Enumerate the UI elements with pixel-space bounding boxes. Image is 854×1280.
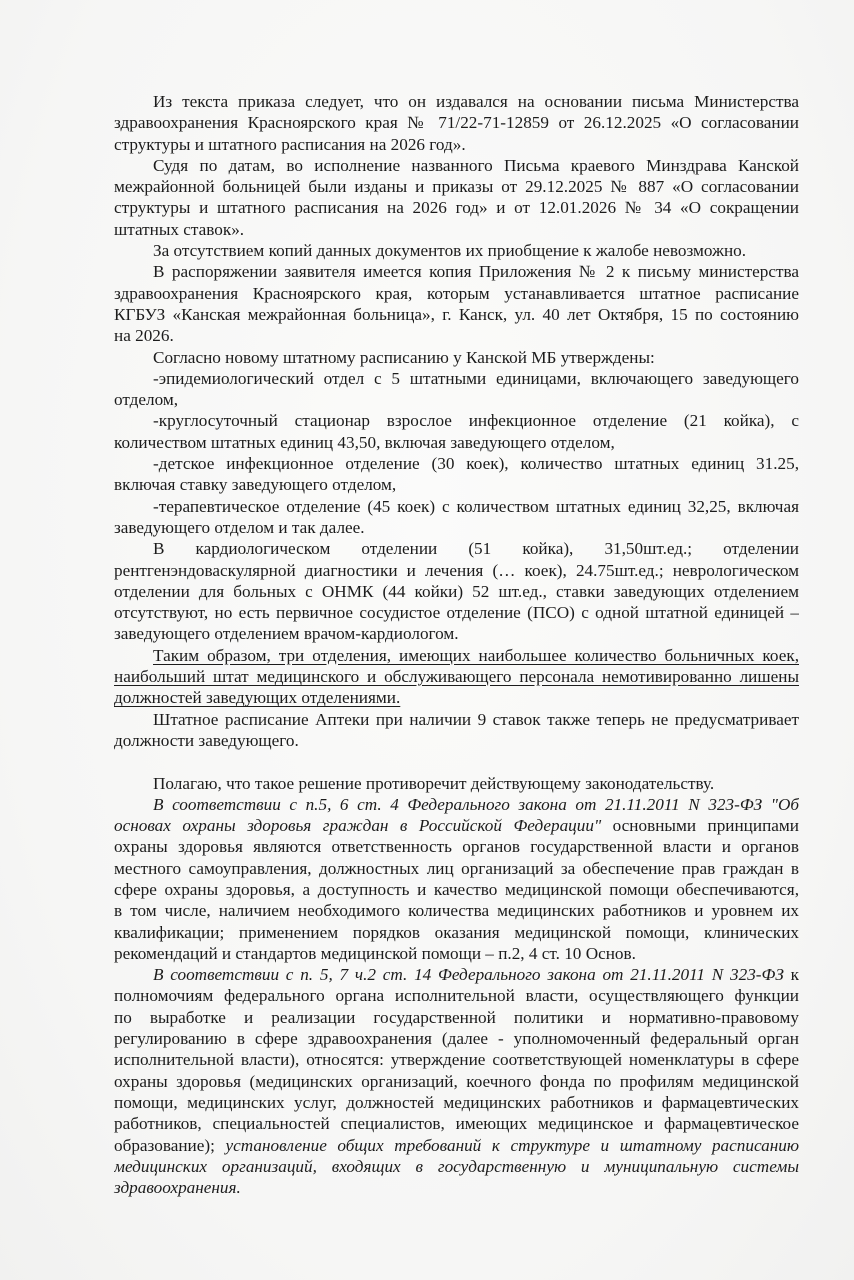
text-line: Штатное расписание Аптеки при наличии 9 ставок также теперь не предусматривает xyxy=(153,709,799,729)
text-line: в том числе, наличием необходимого количества медицинских работников и уровнем их xyxy=(114,901,799,921)
paragraph-appendix-copy xyxy=(114,261,799,346)
text-line: включая ставку заведующего отделом, xyxy=(114,475,397,495)
text-line: КГБУЗ «Канская межрайонная больница», г. Канск, ул. 40 лет Октября, 15 по состоянию xyxy=(114,304,799,324)
text-line: помощи, медицинских услуг, должностей медицинских работников и фармацевтических xyxy=(114,1092,799,1112)
list-item-adult-infectious xyxy=(114,410,799,453)
paragraph-cardiology xyxy=(114,538,799,644)
text-line: рентгенэндоваскулярной диагностики и лечения (… коек), 24.75шт.ед.; неврологическом xyxy=(114,560,799,580)
text-line: должности заведующего. xyxy=(114,730,299,750)
list-item-therapeutic xyxy=(114,496,799,539)
text-line: заведующего отделом и так далее. xyxy=(114,517,365,537)
text-line: количеством штатных единиц 43,50, включая заведующего отделом, xyxy=(114,432,615,452)
paragraph-law-article-4 xyxy=(114,794,799,964)
paragraph-order-basis xyxy=(114,91,799,155)
text-line: -терапевтическое отделение (45 коек) с количеством штатных единиц 32,25, включая xyxy=(153,496,799,516)
text-line: Согласно новому штатному расписанию у Канской МБ утверждены: xyxy=(153,347,655,367)
text-line: рекомендаций и стандартов медицинской помощи – п.2, 4 ст. 10 Основ. xyxy=(114,943,636,963)
paragraph-pharmacy xyxy=(114,709,799,752)
underlined-text-line: наибольший штат медицинского и обслуживающего персонала немотивированно лишены xyxy=(114,667,799,687)
text-line: отделом, xyxy=(114,390,179,410)
text-line xyxy=(114,1135,799,1156)
text-line: регулированию в сфере здравоохранения (далее - уполномоченный федеральный орган xyxy=(114,1029,799,1049)
text-line: на 2026. xyxy=(114,326,174,346)
text-line: -эпидемиологический отдел с 5 штатными единицами, включающего заведующего xyxy=(153,368,799,388)
paragraph-conclusion-underlined xyxy=(114,645,799,709)
underlined-text-line: должностей заведующих отделениями. xyxy=(114,688,401,708)
text-segment: основными принципами xyxy=(601,816,799,836)
text-line: охраны здоровья (медицинских организаций, коечного фонда по профилям медицинской xyxy=(114,1071,799,1091)
text-line: В кардиологическом отделении (51 койка), 31,50шт.ед.; отделении xyxy=(153,539,799,559)
italic-law-reference: В соответствии с п. 5, 7 ч.2 ст. 14 Федерального закона от 21.11.2011 N 323-ФЗ xyxy=(153,965,784,985)
text-segment: образование); xyxy=(114,1135,215,1155)
italic-text-line: медицинских организаций, входящих в государственную и муниципальную системы xyxy=(114,1156,799,1176)
italic-text-line: здравоохранения. xyxy=(114,1178,241,1198)
italic-text-segment: установление общих требований к структуре и штатному расписанию xyxy=(214,1135,799,1155)
text-line: отсутствуют, но есть первичное сосудистое отделение (ПСО) с одной штатной единицей – xyxy=(114,603,799,623)
text-line: здравоохранения Красноярского края № 71/22-71-12859 от 26.12.2025 «О согласовании xyxy=(114,113,799,133)
text-line: исполнительной власти), относятся: утверждение соответствующей номенклатуры в сфере xyxy=(114,1050,799,1070)
text-line: квалификации; применением порядков оказания медицинской помощи, клинических xyxy=(114,922,799,942)
text-line xyxy=(114,815,799,836)
text-line: местного самоуправления, должностных лиц организаций за обеспечение прав граждан в xyxy=(114,858,799,878)
list-item-epidemiology xyxy=(114,368,799,411)
text-line: полномочиям федерального органа исполнительной власти, осуществляющего функции xyxy=(114,986,799,1006)
paragraph-hospital-orders xyxy=(114,155,799,240)
text-line: Полагаю, что такое решение противоречит действующему законодательству. xyxy=(153,773,715,793)
text-line: -круглосуточный стационар взрослое инфекционное отделение (21 койка), с xyxy=(153,411,799,431)
paragraph-no-copies xyxy=(114,240,799,261)
text-line: охраны здоровья являются ответственность органов государственной власти и органов xyxy=(114,837,799,857)
text-line: работников, специальностей специалистов, имеющих медицинское и фармацевтическое xyxy=(114,1114,799,1134)
paragraph-contradicts-law xyxy=(114,773,799,794)
text-line: сфере охраны здоровья, а доступность и качество медицинской помощи обеспечиваются, xyxy=(114,879,799,899)
paragraph-law-article-14 xyxy=(114,964,799,1198)
text-line: В распоряжении заявителя имеется копия Приложения № 2 к письму министерства xyxy=(153,262,799,282)
text-line: -детское инфекционное отделение (30 коек), количество штатных единиц 31.25, xyxy=(153,454,799,474)
italic-law-title: основах охраны здоровья граждан в Российской Федерации" xyxy=(114,816,602,836)
blank-line xyxy=(114,751,799,772)
italic-text-line: В соответствии с п.5, 6 ст. 4 Федерального закона от 21.11.2011 N 323-ФЗ "Об xyxy=(153,794,799,814)
document-body xyxy=(114,91,799,1198)
paragraph-approved-list-intro xyxy=(114,347,799,368)
text-line xyxy=(114,964,799,985)
text-segment: к xyxy=(783,965,799,985)
underlined-text-line: Таким образом, три отделения, имеющих наибольшее количество больничных коек, xyxy=(153,645,799,665)
text-line: отделении для больных с ОНМК (44 койки) 52 шт.ед., ставки заведующих отделением xyxy=(114,581,799,601)
text-line: Из текста приказа следует, что он издавался на основании письма Министерства xyxy=(153,92,799,111)
text-line: межрайонной больницей были изданы и приказы от 29.12.2025 № 887 «О согласовании xyxy=(114,177,799,197)
text-line: штатных ставок». xyxy=(114,219,245,239)
text-line: Судя по датам, во исполнение названного Письма краевого Минздрава Канской xyxy=(153,155,799,175)
text-line: структуры и штатного расписания на 2026 год» и от 12.01.2026 № 34 «О сокращении xyxy=(114,198,799,218)
text-line: заведующего отделением врачом-кардиологом. xyxy=(114,624,459,644)
text-line: здравоохранения Красноярского края, которым устанавливается штатное расписание xyxy=(114,283,799,303)
text-line: по выработке и реализации государственной политики и нормативно-правовому xyxy=(114,1007,799,1027)
text-line: структуры и штатного расписания на 2026 год». xyxy=(114,134,466,154)
list-item-child-infectious xyxy=(114,453,799,496)
text-line: За отсутствием копий данных документов их приобщение к жалобе невозможно. xyxy=(153,241,747,261)
